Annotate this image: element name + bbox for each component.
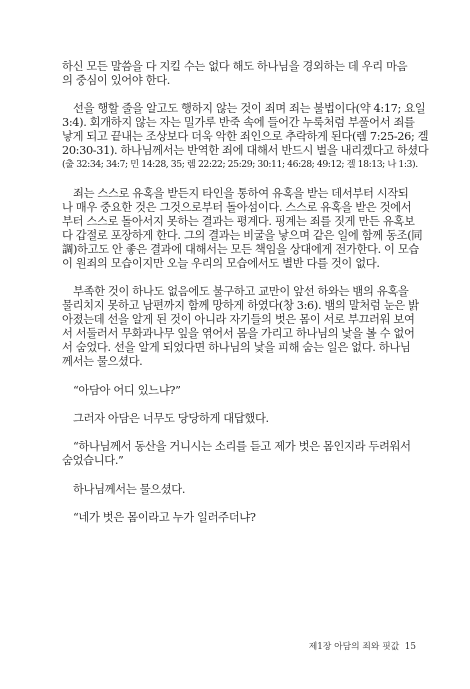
line-gap: [62, 172, 414, 186]
text-line: 하신 모든 말씀을 다 지킬 수는 없다 해도 하나님을 경외하는 데 우리 마음: [62, 60, 408, 73]
text-line: 20:30-31). 하나님께서는 반역한 죄에 대해서 반드시 벌을 내리겠다고 하셨다: [62, 144, 429, 158]
text-line: “네가 벗은 몸이라고 누가 일러주더냐?: [73, 511, 256, 525]
paragraph: [62, 440, 414, 468]
text-line: 그러자 아담은 너무도 당당하게 대답했다.: [73, 411, 269, 425]
paragraph: [62, 384, 414, 398]
chapter-title: 제1장 아담의 죄와 핏값: [308, 642, 400, 652]
paragraph: [62, 511, 414, 525]
text-line: 調)하고도 안 좋은 결과에 대해서는 모든 책임을 상대에게 전가한다. 이 모습: [62, 242, 419, 256]
body-text: [62, 60, 429, 525]
text-line: 서 서둘러서 무화과나무 잎을 엮어서 몸을 가리고 하나님의 낯을 볼 수 없어: [62, 327, 415, 341]
text-line: 아졌는데 선을 알게 된 것이 아니라 자기들의 벗은 몸이 서로 부끄러워 보여: [62, 313, 415, 327]
line-gap: [62, 369, 414, 383]
line-gap: [62, 426, 414, 440]
text-line: 3:4). 회개하지 않는 자는 밀가루 반죽 속에 들어간 누룩처럼 부풀어서 죄를: [62, 116, 415, 130]
paragraph: [62, 102, 429, 172]
text-line: 하나님께서는 물으셨다.: [73, 482, 186, 496]
text-line: 선을 행할 줄을 알고도 행하지 않는 것이 죄며 죄는 불법이다(약 4:17; 요일: [73, 102, 426, 116]
text-line: 부터 스스로 돌아서지 못하는 결과는 평계다. 핑계는 죄를 짓게 만든 유혹보: [62, 214, 415, 228]
paragraph: [62, 412, 414, 426]
text-line: 부족한 것이 하나도 없음에도 불구하고 교만이 앞선 하와는 뱀의 유혹을: [73, 285, 409, 299]
text-line: “아담아 어디 있느냐?”: [73, 383, 181, 397]
paragraph: [62, 186, 423, 271]
paragraph: [62, 60, 414, 88]
text-line: (출 32:34; 34:7; 민 14:28, 35; 렘 22:22; 25:29; 30:11; 46:28; 49:12; 겔 18:13; 나 1:3).: [62, 159, 418, 171]
line-gap: [62, 497, 414, 511]
line-gap: [62, 468, 414, 482]
text-line: 낳게 되고 끝내는 조상보다 더욱 악한 죄인으로 추락하게 된다(렘 7:25-26; 겔: [62, 130, 429, 144]
text-line: 물리치지 못하고 남편까지 함께 망하게 하였다(창 3:6). 뱀의 말처럼 눈은 밝: [62, 299, 419, 313]
text-line: 다 갑절로 포장하게 한다. 그의 결과는 비굴을 낳으며 같은 일에 함께 동조(同: [62, 228, 423, 242]
running-footer: [280, 641, 416, 653]
line-gap: [62, 271, 414, 285]
text-line: 죄는 스스로 유혹을 받든지 타인을 통하여 유혹을 받는 데서부터 시작되: [73, 186, 409, 200]
text-line: 서 숨었다. 선을 알게 되었다면 하나님의 낯을 피해 숨는 일은 없다. 하나님: [62, 341, 411, 355]
page-number: 15: [404, 642, 416, 652]
text-line: 께서는 물으셨다.: [62, 355, 143, 369]
paragraph: [62, 285, 419, 369]
text-line: 숨었습니다.”: [62, 454, 124, 468]
text-line: 의 중심이 있어야 한다.: [62, 74, 171, 87]
line-gap: [62, 88, 414, 102]
text-line: 나 매우 중요한 것은 그것으로부터 돌아섬이다. 스스로 유혹을 받은 것에서: [62, 200, 412, 214]
line-gap: [62, 398, 414, 412]
paragraph: [62, 483, 414, 497]
text-line: “하나님께서 동산을 거니시는 소리를 듣고 제가 벗은 몸인지라 두려워서: [73, 440, 411, 454]
text-line: 이 원죄의 모습이지만 오늘 우리의 모습에서도 별반 다를 것이 없다.: [62, 256, 380, 270]
